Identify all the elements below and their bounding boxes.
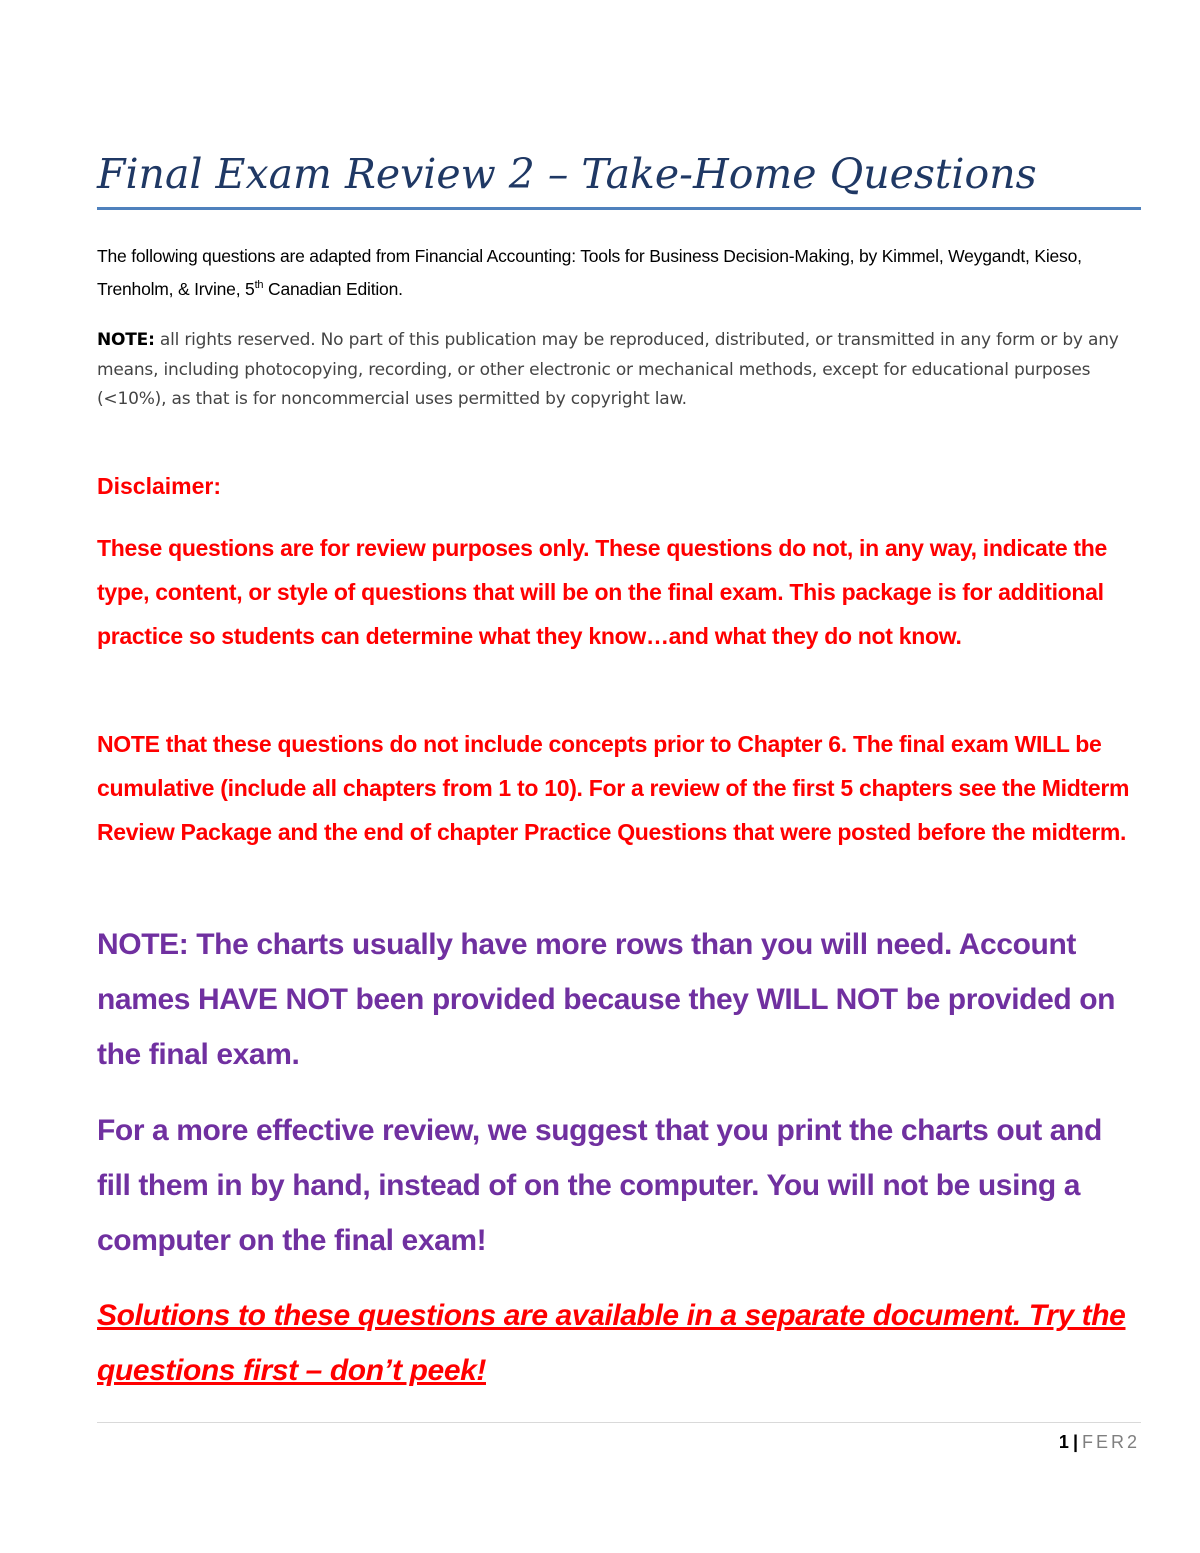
edition-superscript: th (254, 279, 264, 292)
disclaimer-paragraph: These questions are for review purposes only. These questions do not, in any way, indicate the type, content, or style of questions that will be on the final exam. This package is for additional practice so students can determine what they know…and what they do not know. (97, 535, 1108, 649)
disclaimer-heading: Disclaimer: (97, 473, 222, 499)
copyright-note-text: all rights reserved. No part of this publication may be reproduced, distributed, or transmitted in any form or by any means, including photocopying, recording, or other electronic or mechanical methods, except for educational purposes (<10%), as that is for noncommercial uses permitted by copyright law. (97, 330, 1119, 409)
citation-edition: Canadian Edition. (263, 279, 403, 299)
copyright-note-label: NOTE: (97, 330, 155, 350)
title-underline (97, 207, 1141, 210)
chapter-scope-note: NOTE that these questions do not include concepts prior to Chapter 6. The final exam WILL be cumulative (include all chapters from 1 to 10). For a review of the first 5 chapters see the Midterm Review Package and the end of chapter Practice Questions that were posted before the midterm. (97, 731, 1130, 845)
page-footer (1059, 1430, 1140, 1454)
source-citation (97, 240, 1137, 306)
footer-separator: | (1072, 1432, 1078, 1452)
print-suggestion: For a more effective review, we suggest that you print the charts out and fill them in by hand, instead of on the computer. You will not be using a computer on the final exam! (97, 1114, 1102, 1257)
charts-note: NOTE: The charts usually have more rows than you will need. Account names HAVE NOT been provided because they WILL NOT be provided on the final exam. (97, 928, 1116, 1071)
page-title: Final Exam Review 2 – Take-Home Questions (97, 150, 1037, 198)
solutions-note: Solutions to these questions are available in a separate document. Try the questions first – don’t peek! (97, 1299, 1126, 1387)
document-code: FER2 (1081, 1432, 1140, 1452)
citation-text: The following questions are adapted from Financial Accounting: Tools for Business Decision-Making, by Kimmel, Weygandt, Kieso, Trenholm, & Irvine, 5 (97, 246, 1082, 299)
footer-divider (97, 1422, 1141, 1423)
copyright-note (97, 326, 1137, 415)
page-number: 1 (1058, 1432, 1069, 1452)
